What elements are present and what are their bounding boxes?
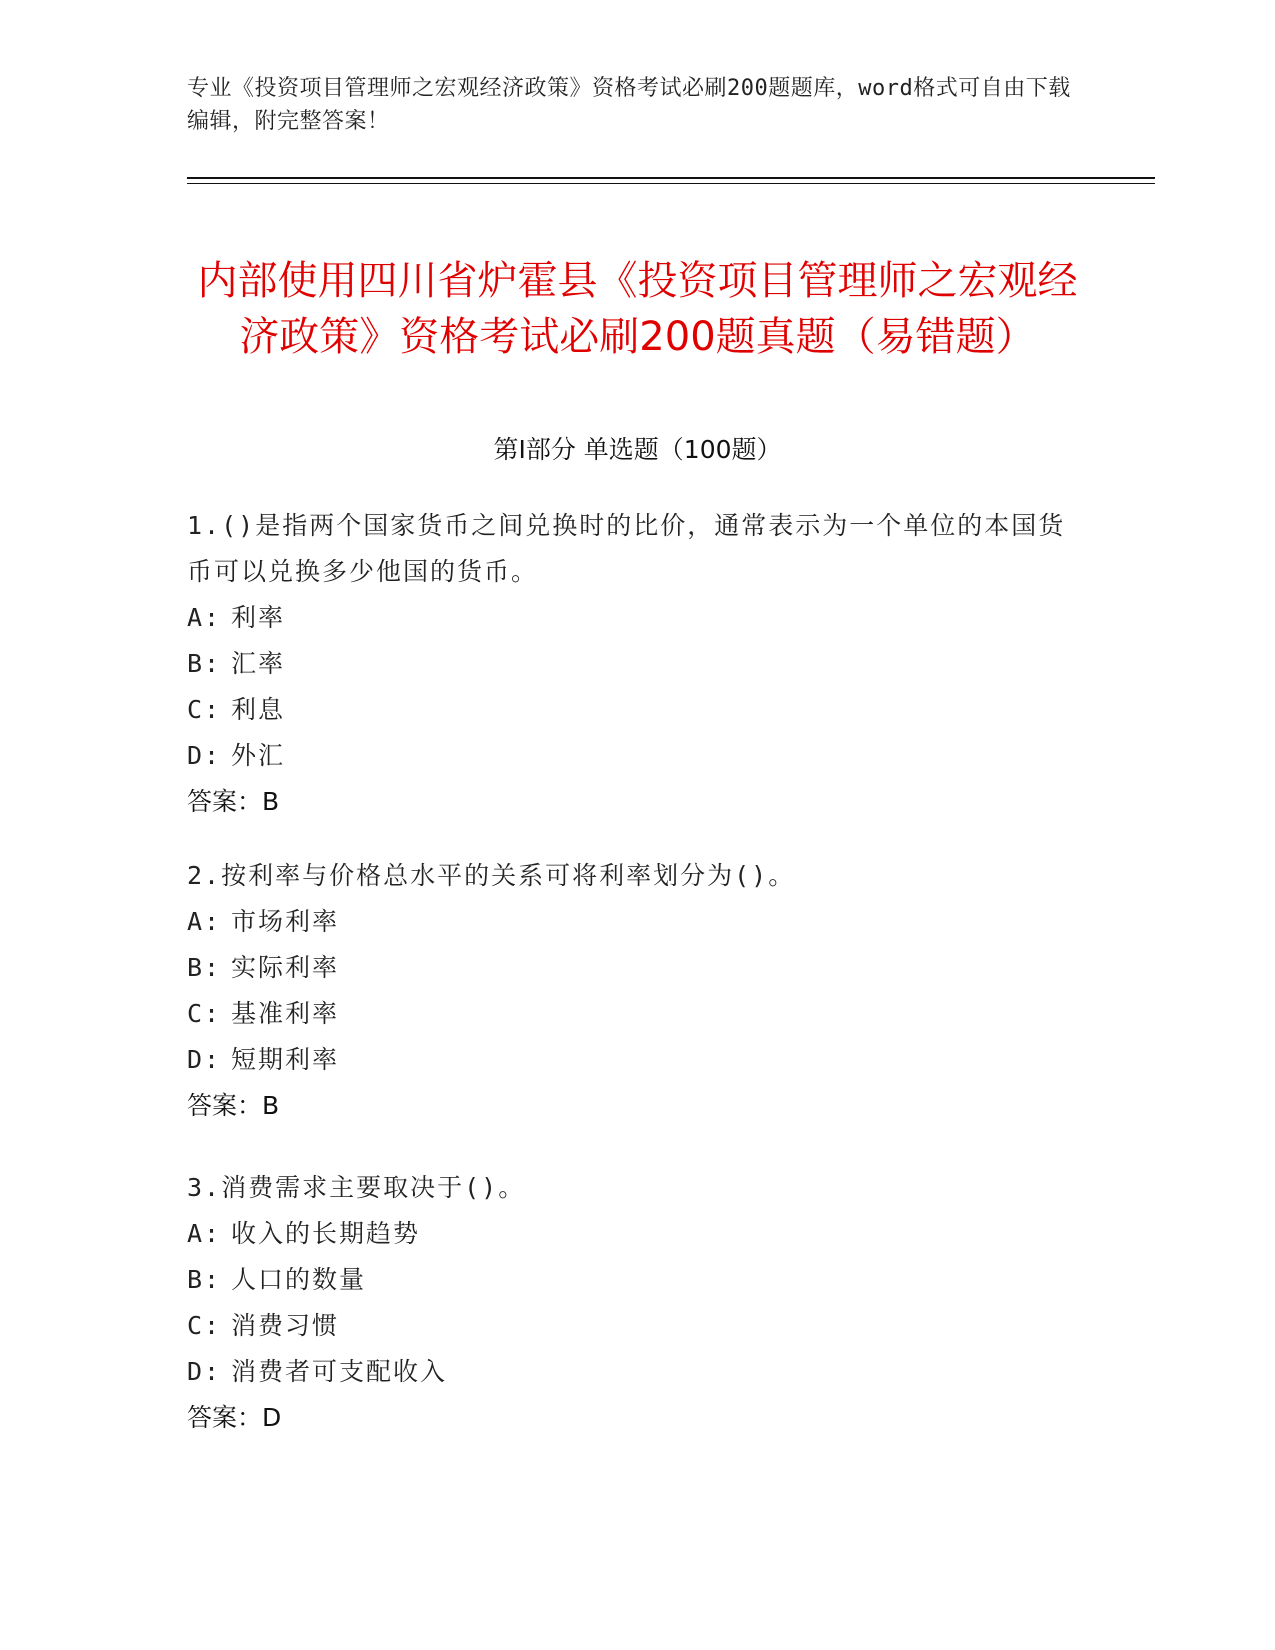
option-letter: B: — [187, 649, 222, 678]
question-stem: 1.()是指两个国家货币之间兑换时的比价，通常表示为一个单位的本国货币可以兑换多少他国的货币。 — [187, 511, 1066, 586]
option-letter: C: — [187, 999, 222, 1028]
option-a — [187, 595, 1067, 641]
question-block-3 — [187, 1165, 1067, 1441]
option-c — [187, 1303, 1067, 1349]
header-divider-thin — [187, 183, 1155, 184]
option-text: 收入的长期趋势 — [231, 1219, 421, 1248]
option-text: 人口的数量 — [231, 1265, 367, 1294]
option-letter: B: — [187, 1265, 222, 1294]
option-text: 基准利率 — [231, 999, 340, 1028]
option-c — [187, 991, 1067, 1037]
option-text: 实际利率 — [231, 953, 340, 982]
answer-line: 答案：B — [187, 787, 280, 816]
option-b — [187, 945, 1067, 991]
option-d — [187, 1349, 1067, 1395]
option-d — [187, 733, 1067, 779]
option-letter: A: — [187, 907, 222, 936]
option-letter: A: — [187, 603, 222, 632]
option-letter: D: — [187, 741, 222, 770]
option-c — [187, 687, 1067, 733]
option-text: 外汇 — [231, 741, 286, 770]
option-text: 汇率 — [231, 649, 286, 678]
document-title: 内部使用四川省炉霍县《投资项目管理师之宏观经济政策》资格考试必刷200题真题（易错题） — [197, 257, 1078, 360]
question-block-2 — [187, 853, 1067, 1129]
option-a — [187, 1211, 1067, 1257]
header-note: 专业《投资项目管理师之宏观经济政策》资格考试必刷200题题库，word格式可自由下载编辑，附完整答案！ — [187, 76, 1071, 134]
option-d — [187, 1037, 1067, 1083]
section-title: 第I部分 单选题（100题） — [493, 435, 782, 464]
option-text: 市场利率 — [231, 907, 340, 936]
question-block-1 — [187, 503, 1067, 825]
option-letter: B: — [187, 953, 222, 982]
question-stem: 2.按利率与价格总水平的关系可将利率划分为()。 — [187, 861, 796, 890]
option-text: 利率 — [231, 603, 286, 632]
option-letter: D: — [187, 1357, 222, 1386]
option-letter: C: — [187, 695, 222, 724]
option-b — [187, 1257, 1067, 1303]
option-letter: C: — [187, 1311, 222, 1340]
question-stem: 3.消费需求主要取决于()。 — [187, 1173, 526, 1202]
option-text: 利息 — [231, 695, 286, 724]
option-text: 消费习惯 — [231, 1311, 340, 1340]
answer-line: 答案：B — [187, 1091, 280, 1120]
answer-line: 答案：D — [187, 1403, 282, 1432]
option-text: 消费者可支配收入 — [231, 1357, 448, 1386]
option-b — [187, 641, 1067, 687]
header-divider-thick — [187, 177, 1155, 179]
option-a — [187, 899, 1067, 945]
option-letter: A: — [187, 1219, 222, 1248]
option-text: 短期利率 — [231, 1045, 340, 1074]
option-letter: D: — [187, 1045, 222, 1074]
